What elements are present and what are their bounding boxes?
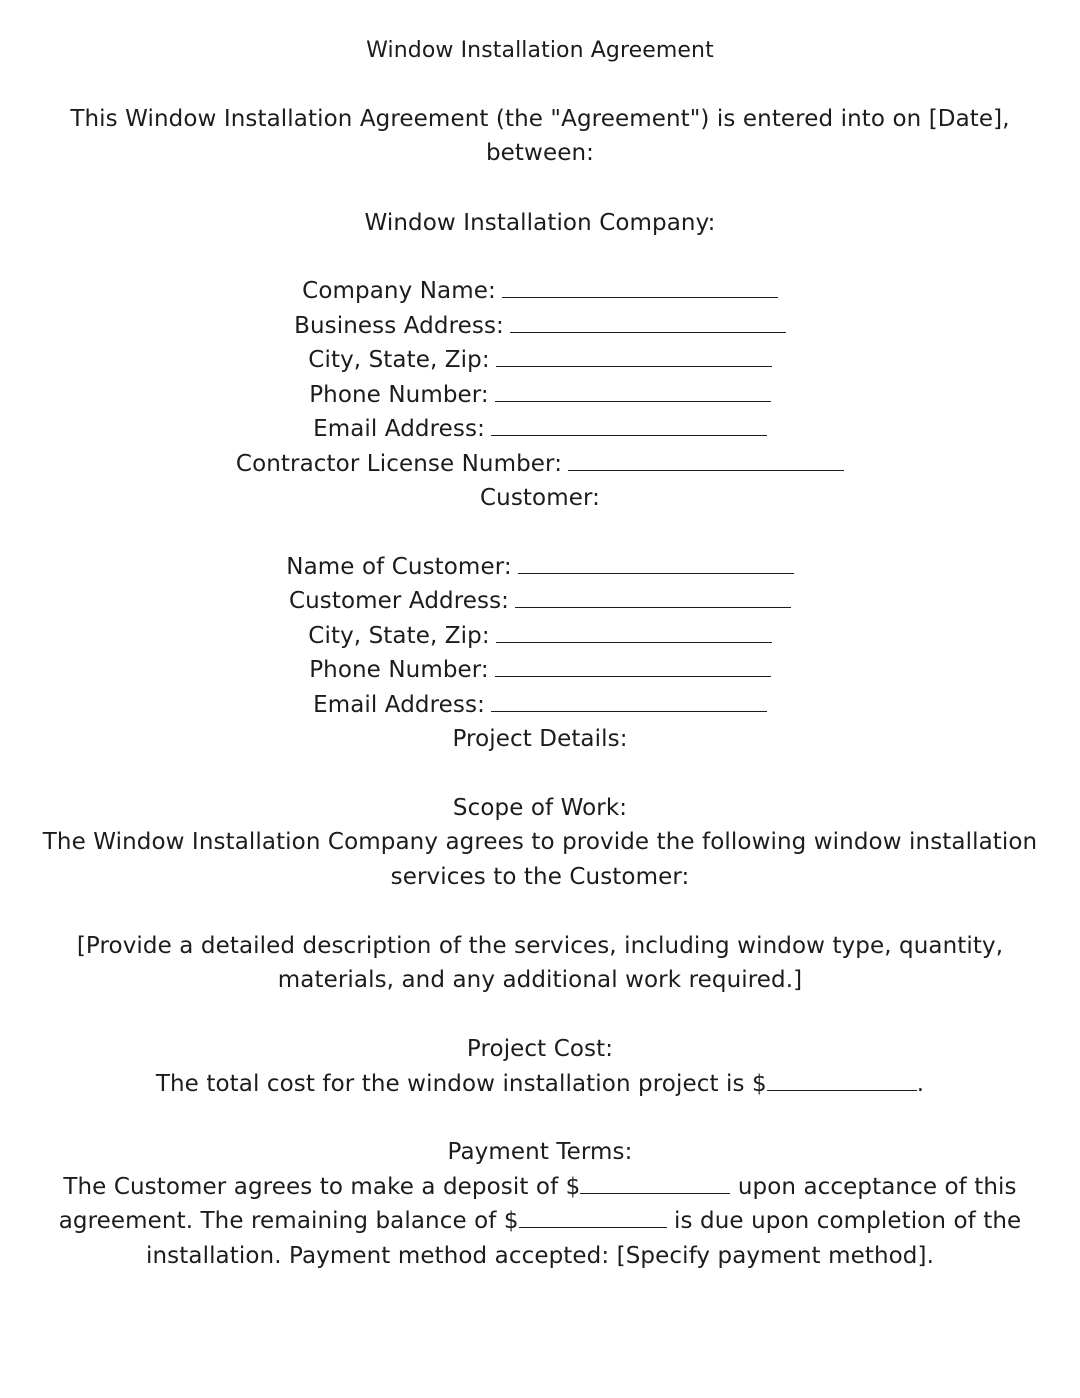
business-address-blank[interactable] [510, 310, 786, 333]
document-title: Window Installation Agreement [366, 38, 714, 63]
customer-address-blank[interactable] [515, 585, 791, 608]
customer-city-state-zip-field: City, State, Zip: [0, 619, 1080, 653]
payment-heading: Payment Terms: [447, 1139, 633, 1165]
customer-city-state-zip-blank[interactable] [496, 620, 772, 643]
scope-heading: Scope of Work: [452, 795, 628, 821]
contractor-license-field: Contractor License Number: [0, 447, 1080, 481]
company-phone-field: Phone Number: [0, 378, 1080, 412]
scope-line-2: services to the Customer: [390, 864, 690, 890]
cost-line: The total cost for the window installation project is $ . [0, 1067, 1080, 1101]
cost-heading: Project Cost: [466, 1036, 614, 1062]
payment-line-2: agreement. The remaining balance of $ is due upon completion of the [0, 1204, 1080, 1238]
remaining-balance-blank[interactable] [519, 1205, 667, 1228]
company-email-blank[interactable] [491, 413, 767, 436]
company-name-blank[interactable] [502, 275, 778, 298]
business-address-field: Business Address: [0, 309, 1080, 343]
company-phone-blank[interactable] [495, 379, 771, 402]
company-heading: Window Installation Company: [364, 210, 716, 236]
company-city-state-zip-field: City, State, Zip: [0, 343, 1080, 377]
intro-line-2: between: [485, 140, 594, 166]
company-name-field: Company Name: [0, 274, 1080, 308]
customer-address-field: Customer Address: [0, 584, 1080, 618]
scope-line-1: The Window Installation Company agrees to provide the following window installation [42, 829, 1038, 855]
company-email-field: Email Address: [0, 412, 1080, 446]
total-cost-blank[interactable] [767, 1068, 917, 1091]
customer-phone-field: Phone Number: [0, 653, 1080, 687]
project-details-heading: Project Details: [452, 726, 628, 752]
customer-heading: Customer: [480, 485, 600, 511]
customer-email-field: Email Address: [0, 688, 1080, 722]
customer-email-blank[interactable] [491, 689, 767, 712]
intro-line-1: This Window Installation Agreement (the "Agreement") is entered into on [Date], [70, 106, 1010, 132]
customer-name-field: Name of Customer: [0, 550, 1080, 584]
customer-phone-blank[interactable] [495, 654, 771, 677]
customer-name-blank[interactable] [518, 551, 794, 574]
payment-line-3: installation. Payment method accepted: [Specify payment method]. [146, 1243, 934, 1269]
scope-placeholder-line-2: materials, and any additional work required.] [277, 967, 803, 993]
company-city-state-zip-blank[interactable] [496, 344, 772, 367]
deposit-blank[interactable] [580, 1171, 730, 1194]
contractor-license-blank[interactable] [568, 448, 844, 471]
scope-placeholder-line-1: [Provide a detailed description of the services, including window type, quantity, [76, 933, 1004, 959]
payment-line-1: The Customer agrees to make a deposit of $ upon acceptance of this [0, 1170, 1080, 1204]
